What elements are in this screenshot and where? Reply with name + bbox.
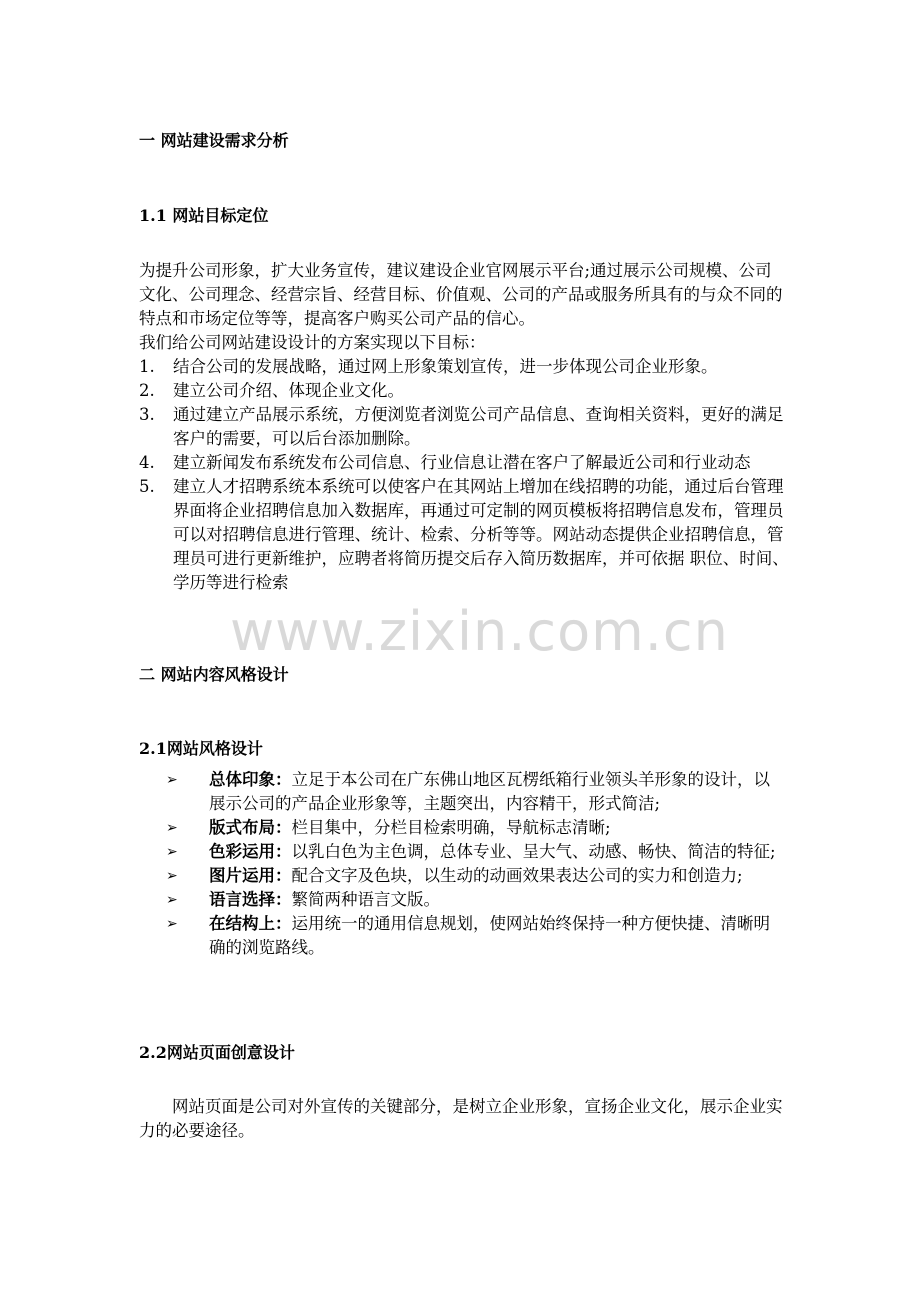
style-label: 语言选择：	[209, 890, 292, 909]
goal-text: 建立人才招聘系统本系统可以使客户在其网站上增加在线招聘的功能，通过后台管理界面将企业招聘信息加入数据库，再通过可定制的网页模板将招聘信息发布，管理员可以对招聘信息进行管理、统计、检索、分析等等。网站动态提供企业招聘信息，管理员可进行更新维护，应聘者将简历提交后存入简历数据库，并可依据 职位、时间、学历等进行检索	[173, 477, 789, 592]
arrowhead-bullet-icon: ➢	[166, 820, 178, 836]
goal-item	[139, 475, 789, 595]
style-item	[166, 888, 786, 912]
style-text: 配合文字及色块，以生动的动画效果表达公司的实力和创造力;	[291, 866, 743, 885]
style-text: 以乳白色为主色调，总体专业、呈大气、动感、畅快、简洁的特征;	[291, 842, 776, 861]
intro-paragraph: 为提升公司形象，扩大业务宣传，建议建设企业官网展示平台;通过展示公司规模、公司文化、公司理念、经营宗旨、经营目标、价值观、公司的产品或服务所具有的与众不同的特点和市场定位等等，提高客户购买公司产品的信心。	[139, 261, 783, 328]
style-item	[166, 864, 786, 888]
goal-number: 5.	[139, 477, 155, 496]
goal-text: 通过建立产品展示系统，方便浏览者浏览公司产品信息、查询相关资料，更好的满足客户的需要，可以后台添加删除。	[173, 405, 784, 448]
goal-number: 1.	[139, 357, 155, 376]
section-2-heading: 二 网站内容风格设计	[139, 665, 289, 684]
section-2-1-heading: 2.1网站风格设计	[139, 739, 263, 758]
style-label: 版式布局：	[209, 818, 292, 837]
section-2-2-heading: 2.2网站页面创意设计	[139, 1043, 295, 1062]
style-label: 总体印象：	[209, 770, 292, 789]
section-1-heading: 一 网站建设需求分析	[139, 131, 289, 150]
goal-item	[139, 403, 789, 451]
arrowhead-bullet-icon: ➢	[166, 892, 178, 908]
watermark: www.zixin.com.cn	[230, 600, 729, 663]
goal-text: 建立新闻发布系统发布公司信息、行业信息让潜在客户了解最近公司和行业动态	[173, 453, 751, 472]
style-item	[166, 816, 786, 840]
style-item	[166, 840, 786, 864]
goals-lead: 我们给公司网站建设设计的方案实现以下目标：	[139, 333, 486, 352]
goal-item	[139, 379, 789, 403]
style-text: 运用统一的通用信息规划，使网站始终保持一种方便快捷、清晰明确的浏览路线。	[209, 914, 770, 957]
goal-item	[139, 451, 789, 475]
arrowhead-bullet-icon: ➢	[166, 868, 178, 884]
style-item	[166, 768, 786, 816]
section-1-1-heading: 1.1 网站目标定位	[139, 206, 269, 225]
goal-number: 3.	[139, 405, 155, 424]
arrowhead-bullet-icon: ➢	[166, 916, 178, 932]
style-label: 图片运用：	[209, 866, 292, 885]
creative-paragraph: 网站页面是公司对外宣传的关键部分，是树立企业形象，宣扬企业文化，展示企业实力的必要途径。	[139, 1097, 783, 1140]
style-text: 繁简两种语言文版。	[291, 890, 440, 909]
style-item	[166, 912, 786, 960]
goal-item	[139, 355, 789, 379]
style-text: 立足于本公司在广东佛山地区瓦楞纸箱行业领头羊形象的设计，以展示公司的产品企业形象等，主题突出，内容精干，形式简洁;	[209, 770, 770, 813]
goal-text: 建立公司介绍、体现企业文化。	[173, 381, 404, 400]
style-list	[166, 768, 786, 960]
arrowhead-bullet-icon: ➢	[166, 772, 178, 788]
goal-number: 2.	[139, 381, 155, 400]
goal-text: 结合公司的发展战略，通过网上形象策划宣传，进一步体现公司企业形象。	[173, 357, 718, 376]
style-label: 在结构上：	[209, 914, 292, 933]
style-label: 色彩运用：	[209, 842, 292, 861]
arrowhead-bullet-icon: ➢	[166, 844, 178, 860]
style-text: 栏目集中，分栏目检索明确，导航标志清晰;	[291, 818, 611, 837]
goals-list	[139, 355, 789, 595]
goal-number: 4.	[139, 453, 155, 472]
